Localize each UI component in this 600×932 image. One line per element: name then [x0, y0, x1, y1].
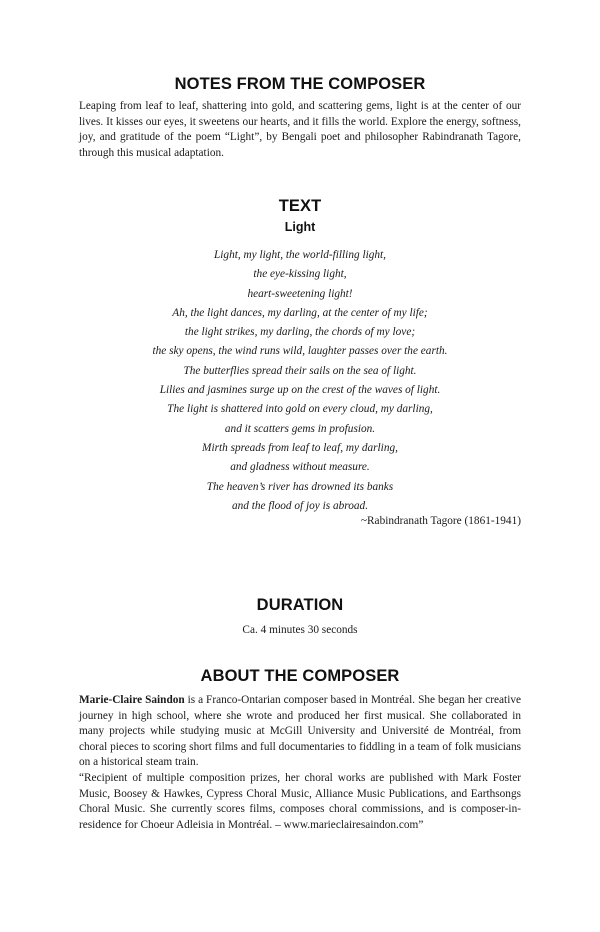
poem-line: Mirth spreads from leaf to leaf, my darling, — [202, 441, 398, 454]
about-quote: “Recipient of multiple composition prizes, her choral works are published with Mark Foster Music, Boosey & Hawkes, Cypress Choral Music, Alliance Music Publications, and Earthsongs Choral Music. She currently scores films, composes choral commissions, and is composer-in-residence for Choeur Adleisia in Montréal. – www.marieclairesaindon.com” — [79, 772, 521, 831]
text-heading: TEXT — [278, 197, 322, 215]
about-bio-text: is a Franco-Ontarian composer based in Montréal. She began her creative journey in high school, where she wrote and produced her first musical. She collaborated in many projects while studying music at McGill University and Université de Montréal, from choral pieces to scoring short films and full documentaries to fiddling in a team of folk musicians on a historical steam train. — [79, 694, 521, 769]
duration-value: Ca. 4 minutes 30 seconds — [242, 624, 358, 636]
notes-body: Leaping from leaf to leaf, shattering into gold, and scattering gems, light is at the center of our lives. It kisses our eyes, it sweetens our hearts, and it fills the world. Explore the energy, softness, joy, and gratitude of the poem “Light”, by Bengali poet and philosopher Rabindranath Tagore, through this musical adaptation. — [79, 100, 521, 159]
poem-title: Light — [284, 220, 316, 234]
poem — [0, 246, 600, 516]
poem-line: Ah, the light dances, my darling, at the center of my life; — [172, 306, 428, 319]
notes-heading: NOTES FROM THE COMPOSER — [174, 75, 426, 93]
about-heading: ABOUT THE COMPOSER — [200, 667, 400, 685]
poem-line: the sky opens, the wind runs wild, laughter passes over the earth. — [152, 345, 448, 358]
poem-line: Light, my light, the world-filling light, — [214, 249, 386, 261]
poem-line: the light strikes, my darling, the chords of my love; — [184, 326, 416, 339]
poem-line: and the flood of joy is abroad. — [231, 499, 369, 512]
composer-name: Marie-Claire Saindon — [79, 694, 185, 706]
poem-line: heart-sweetening light! — [247, 287, 353, 300]
poem-line: and it scatters gems in profusion. — [224, 422, 376, 435]
poem-attribution: ~Rabindranath Tagore (1861-1941) — [360, 515, 521, 527]
poem-line: The light is shattered into gold on every cloud, my darling, — [167, 403, 433, 416]
poem-line: and gladness without measure. — [230, 461, 370, 474]
about-bio — [79, 693, 521, 771]
duration-heading: DURATION — [256, 596, 344, 614]
poem-line: The heaven’s river has drowned its banks — [206, 480, 394, 493]
poem-line: the eye-kissing light, — [253, 268, 347, 281]
poem-line: The butterflies spread their sails on the sea of light. — [183, 364, 417, 377]
poem-line: Lilies and jasmines surge up on the crest of the waves of light. — [159, 384, 441, 397]
